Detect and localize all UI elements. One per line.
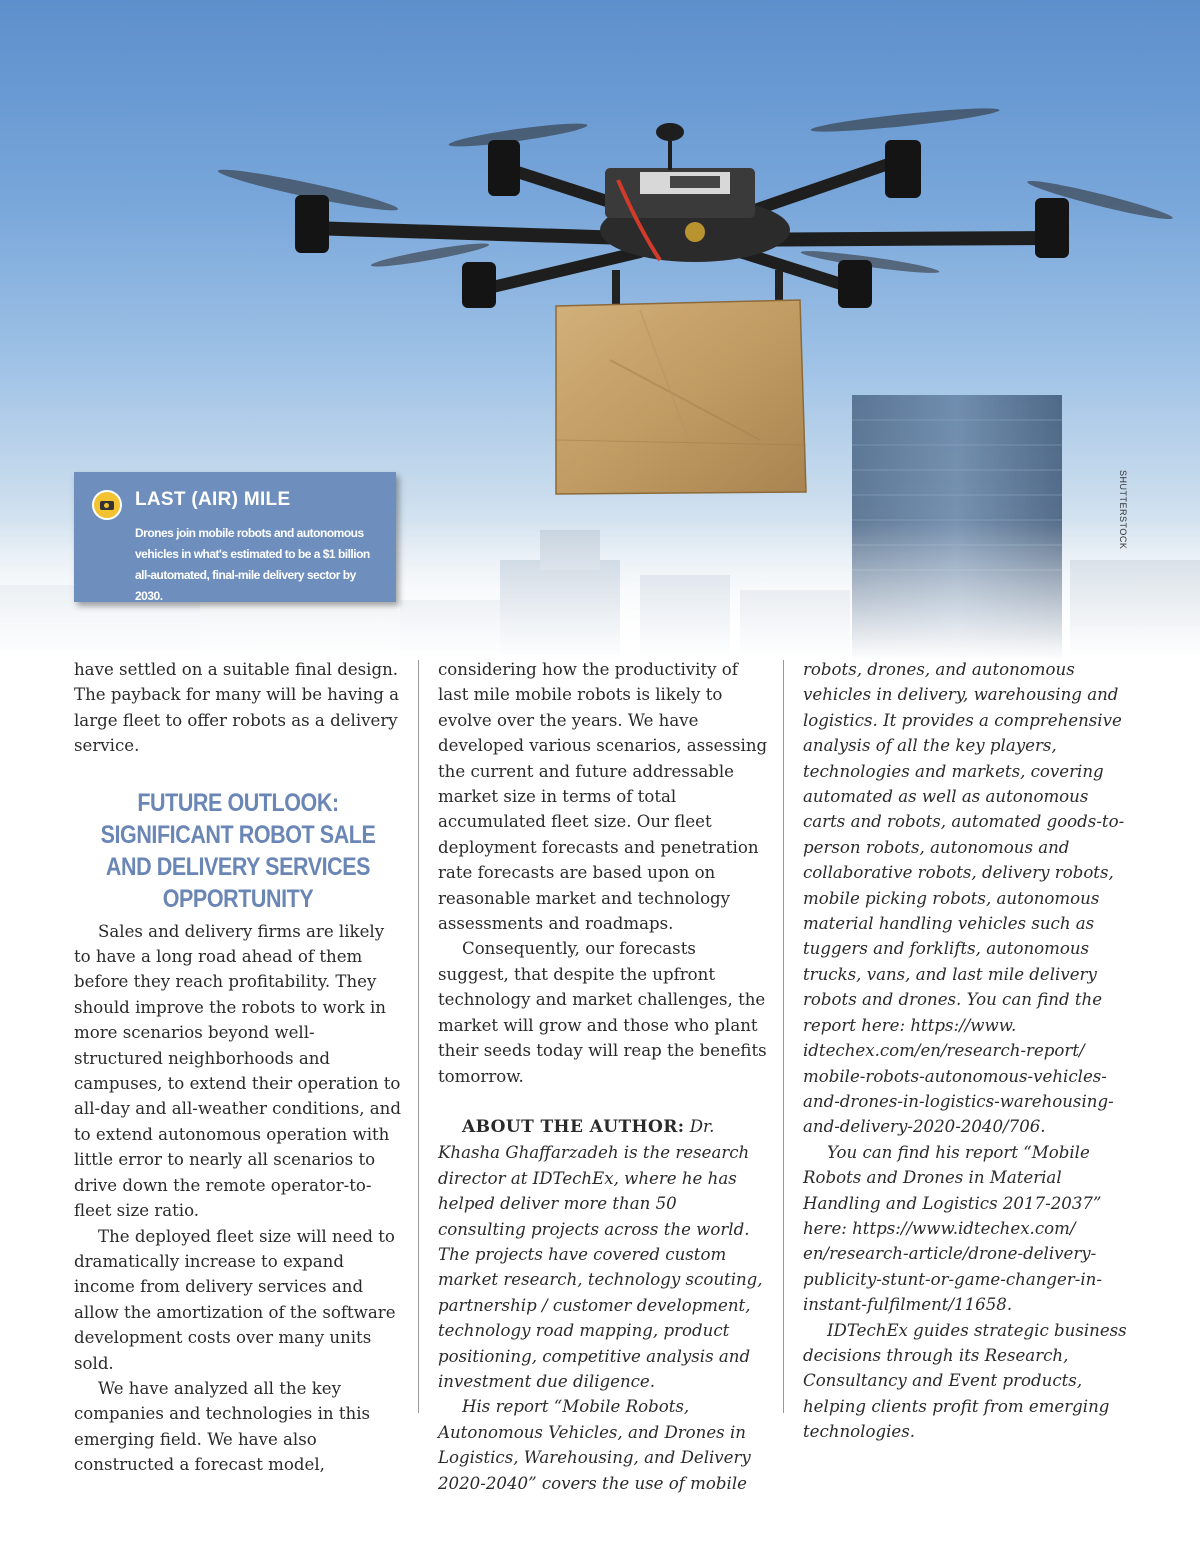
drone-hub <box>600 123 790 304</box>
article-column-1 <box>74 657 402 1478</box>
about-author-paragraph <box>438 1114 768 1394</box>
author-bio: Dr. Khasha Ghaffarzadeh is the research director at IDTechEx, where he has helped deliver more than 50 consulting projects across the world. The projects have covered custom market research, technology scouting, partnership / customer development, technology road mapping, product positioning, competitive analysis and investment due diligence. <box>438 1116 763 1391</box>
paragraph: Consequently, our forecasts suggest, that despite the upfront technology and market challenges, the market will grow and those who plant their seeds today will reap the benefits tomorrow. <box>438 939 767 1086</box>
paragraph: Sales and delivery firms are likely to have a long road ahead of them before they reach profitability. They should improve the robots to work in more scenarios beyond well-structured neighborhoods and campuses, to extend their operation to all-day and all-weather conditions, and to extend autonomous operation with little error to nearly all scenarios to drive down the remote operator-to-fleet size ratio. <box>74 921 401 1221</box>
paragraph: The deployed fleet size will need to dramatically increase to expand income from delivery services and allow the amortization of the software development costs over many units sold. <box>74 1226 396 1373</box>
camera-icon <box>92 490 122 520</box>
package-box <box>556 300 806 494</box>
hero-photo <box>0 0 1200 660</box>
paragraph: considering how the productivity of last mile mobile robots is likely to evolve over the years. We have developed various scenarios, assessing the current and future addressable market size in terms of total accumulated fleet size. Our fleet deployment forecasts and penetration rate forecasts are based upon on reasonable market and technology assessments and roadmaps. <box>438 660 768 934</box>
photo-credit: SHUTTERSTOCK <box>1118 470 1128 550</box>
column-rule <box>418 660 419 1413</box>
article-column-2 <box>438 657 768 1496</box>
column-rule <box>783 660 784 1413</box>
caption-text: Drones join mobile robots and autonomous vehicles in what's estimated to be a $1 billion all-automated, final-mile delivery sector by 2030. <box>135 526 370 603</box>
about-author-label: ABOUT THE AUTHOR: <box>462 1116 685 1137</box>
paragraph: have settled on a suitable final design. The payback for many will be having a large fleet to offer robots as a delivery service. <box>74 660 400 756</box>
paragraph: His report “Mobile Robots, Autonomous Vehicles, and Drones in Logistics, Warehousing, and Delivery 2020-2040” covers the use of mobile <box>438 1397 751 1493</box>
paragraph: We have analyzed all the key companies and technologies in this emerging field. We have also constructed a forecast model, <box>74 1378 371 1475</box>
article-column-3 <box>803 657 1133 1445</box>
photo-caption-box <box>74 472 396 602</box>
paragraph: IDTechEx guides strategic business decisions through its Research, Consultancy and Event products, helping clients profit from emerging technologies. <box>803 1320 1127 1442</box>
section-heading: FUTURE OUTLOOK: SIGNIFICANT ROBOT SALE AND DELIVERY SERVICES OPPORTUNITY <box>100 788 376 913</box>
paragraph: robots, drones, and autonomous vehicles in delivery, warehousing and logistics. It provides a comprehensive analysis of all the key players, technologies and markets, covering automated as well as autonomous carts and robots, automated goods-to-person robots, autonomous and collaborative robots, delivery robots, mobile picking robots, autonomous material handling vehicles such as tuggers and forklifts, autonomous trucks, vans, and last mile delivery robots and drones. You can find the report here: https://www. idtechex.com/en/research-report/ mobile-robots-autonomous-vehicles-and-drones-in-logistics-warehousing-and-delivery-2020-2040/706. <box>803 660 1125 1137</box>
paragraph: You can find his report “Mobile Robots and Drones in Material Handling and Logistics 2017-2037” here: https://www.idtechex.com/ en/research-article/drone-delivery-publicity-stunt-or-game-changer-in-instant-fulfilment/11658. <box>803 1142 1102 1315</box>
caption-title: LAST (AIR) MILE <box>135 489 291 510</box>
